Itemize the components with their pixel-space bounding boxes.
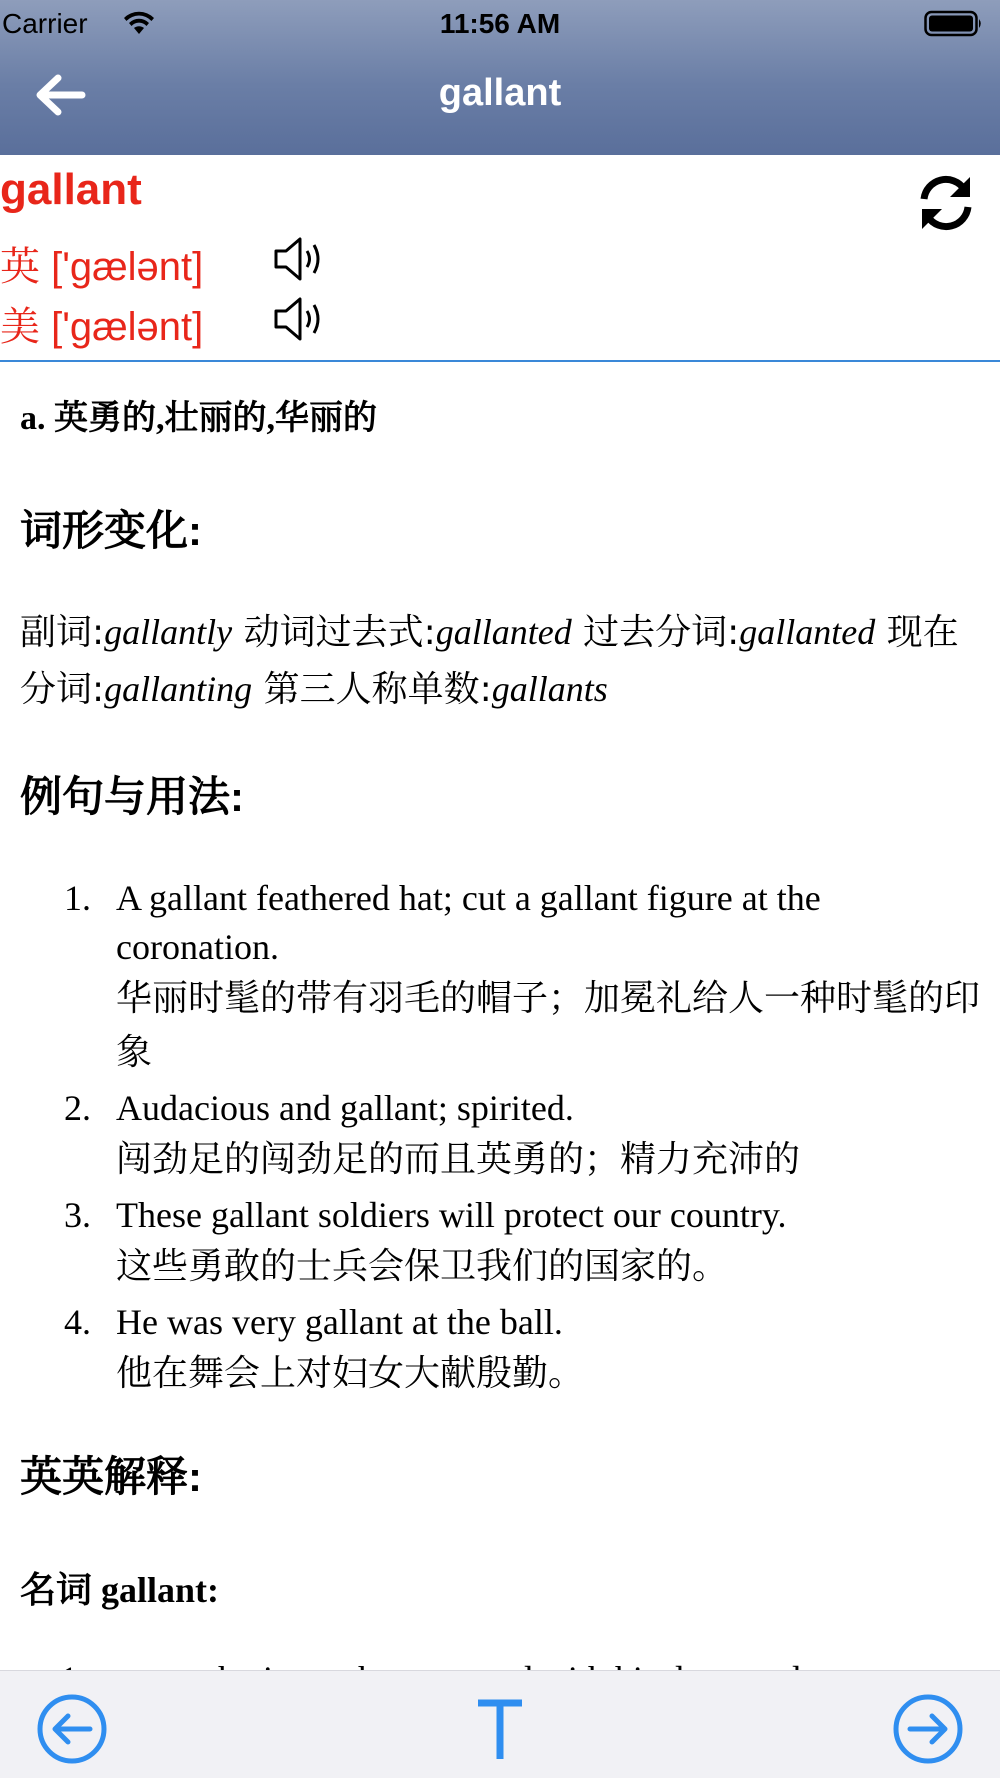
form-label: 副词: <box>20 612 105 653</box>
form-third-person: gallants <box>491 669 608 709</box>
example-number: 3. <box>64 1195 91 1235</box>
example-english: These gallant soldiers will protect our country. <box>116 1195 787 1235</box>
previous-word-button[interactable] <box>36 1693 108 1765</box>
uk-phonetic: 英 ['gælənt] <box>0 245 204 289</box>
example-chinese: 他在舞会上对妇女大献殷勤。 <box>116 1353 585 1394</box>
circle-arrow-left-icon <box>36 1693 108 1765</box>
short-definition: a. 英勇的,壮丽的,华丽的 <box>20 400 377 437</box>
circle-arrow-right-icon <box>892 1693 964 1765</box>
status-time: 11:56 AM <box>439 8 561 39</box>
example-number: 4. <box>64 1302 91 1342</box>
next-word-button[interactable] <box>892 1693 964 1765</box>
refresh-icon <box>912 169 980 237</box>
bottom-toolbar <box>0 1670 1000 1778</box>
noun-label: 名词 gallant: <box>20 1570 220 1610</box>
examples-list <box>0 874 1000 1405</box>
examples-heading: 例句与用法: <box>20 773 244 820</box>
form-adverb: gallantly <box>104 612 233 652</box>
uk-pronounce-button[interactable] <box>270 233 330 285</box>
text-size-icon <box>464 1693 536 1765</box>
form-past: gallanted <box>435 612 572 652</box>
example-number: 1. <box>64 878 91 918</box>
definition-content[interactable] <box>0 364 1000 1670</box>
page-title: gallant <box>438 72 562 114</box>
word-header <box>0 155 1000 362</box>
form-past-participle: gallanted <box>739 612 876 652</box>
carrier-label: Carrier <box>2 8 88 39</box>
list-item <box>0 1084 1000 1187</box>
form-label: 现在分词: <box>20 612 959 710</box>
battery-icon <box>924 10 984 43</box>
english-definition-heading: 英英解释: <box>20 1453 202 1500</box>
example-chinese: 闯劲足的闯劲足的而且英勇的；精力充沛的 <box>116 1139 801 1180</box>
list-item <box>0 1191 1000 1294</box>
word-forms <box>20 604 985 718</box>
form-label: 过去分词: <box>571 612 740 653</box>
refresh-button[interactable] <box>912 169 980 237</box>
status-bar <box>0 0 1000 50</box>
us-pronounce-button[interactable] <box>270 293 330 345</box>
headword: gallant <box>0 165 142 214</box>
font-size-button[interactable] <box>464 1693 536 1765</box>
speaker-icon <box>270 233 330 285</box>
form-label: 动词过去式: <box>232 612 436 653</box>
example-english: Audacious and gallant; spirited. <box>116 1088 574 1128</box>
example-chinese: 华丽时髦的带有羽毛的帽子；加冕礼给人一种时髦的印象 <box>116 978 981 1073</box>
example-english: A gallant feathered hat; cut a gallant figure at the coronation. <box>116 878 821 967</box>
form-label: 第三人称单数: <box>252 669 492 710</box>
form-present-participle: gallanting <box>104 669 253 709</box>
list-item <box>0 1298 1000 1401</box>
speaker-icon <box>270 293 330 345</box>
list-item <box>0 874 1000 1080</box>
example-chinese: 这些勇敢的士兵会保卫我们的国家的。 <box>116 1246 729 1287</box>
navigation-bar <box>0 0 1000 155</box>
word-forms-heading: 词形变化: <box>20 507 202 554</box>
us-phonetic: 美 ['gælənt] <box>0 305 204 349</box>
example-number: 2. <box>64 1088 91 1128</box>
example-english: He was very gallant at the ball. <box>116 1302 563 1342</box>
